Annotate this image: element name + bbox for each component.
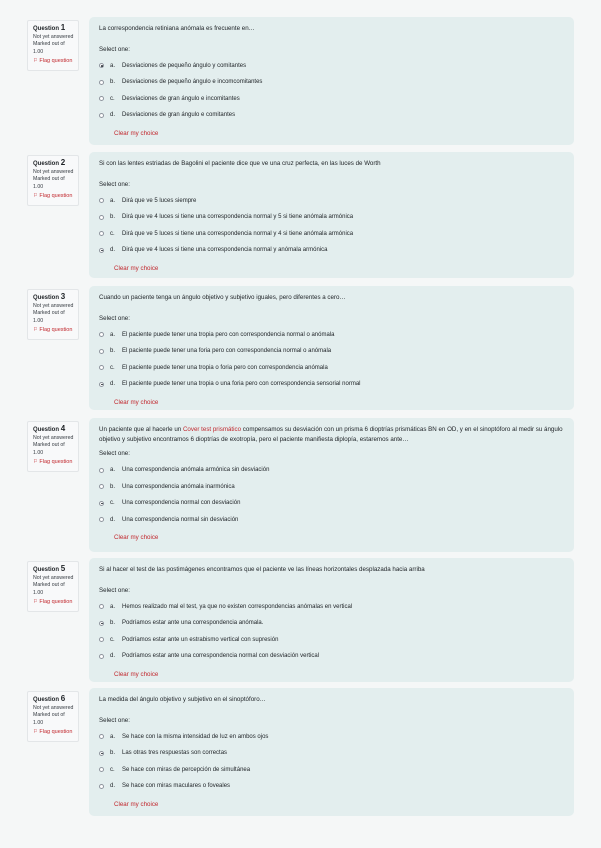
radio-button[interactable] [99, 215, 104, 220]
question-number: Question 1 [33, 23, 66, 32]
question-content [89, 418, 574, 552]
marks-value: 1.00 [33, 317, 44, 324]
flag-question-link[interactable]: ⚐ Flag question [33, 729, 73, 736]
flag-icon: ⚐ [33, 327, 38, 334]
radio-button[interactable] [99, 382, 104, 387]
marks-value: 1.00 [33, 719, 44, 726]
radio-button[interactable] [99, 248, 104, 253]
radio-button[interactable] [99, 751, 104, 756]
answer-option-d[interactable]: d. Dirá que ve 4 luces si tiene una correspondencia normal y anómala armónica [99, 242, 564, 259]
question-info [27, 421, 79, 472]
clear-my-choice-link[interactable]: Clear my choice [114, 264, 159, 272]
radio-button[interactable] [99, 784, 104, 789]
answer-option-b[interactable]: b. Dirá que ve 4 luces si tiene una correspondencia normal y 5 si tiene anómala armónica [99, 209, 564, 226]
marked-out-of: Marked out of [33, 712, 65, 719]
cover-test-link[interactable]: Cover test prismático [182, 426, 242, 433]
radio-button[interactable] [99, 96, 104, 101]
radio-button[interactable] [99, 63, 104, 68]
select-one-prompt: Select one: [99, 314, 130, 322]
flag-question-link[interactable]: ⚐ Flag question [33, 193, 73, 200]
answer-option-b[interactable]: b. Una correspondencia anómala inarmónica [99, 479, 564, 496]
clear-my-choice-link[interactable]: Clear my choice [114, 534, 159, 541]
radio-button[interactable] [99, 332, 104, 337]
question-content [89, 17, 574, 145]
answer-option-c[interactable]: c. Podríamos estar ante un estrabismo vertical con supresión [99, 632, 564, 649]
clear-my-choice-link[interactable]: Clear my choice [114, 129, 159, 137]
answer-option-c[interactable]: c. Se hace con miras de percepción de simultánea [99, 762, 564, 779]
answer-option-c[interactable]: c. Desviaciones de gran ángulo e incomitantes [99, 91, 564, 108]
answer-option-a[interactable]: a. Se hace con la misma intensidad de luz en ambos ojos [99, 729, 564, 746]
question-content [89, 152, 574, 278]
select-one-prompt: Select one: [99, 586, 130, 594]
flag-icon: ⚐ [33, 58, 38, 65]
question-content [89, 558, 574, 682]
radio-button[interactable] [99, 654, 104, 659]
question-info [27, 691, 79, 742]
radio-button[interactable] [99, 767, 104, 772]
radio-button[interactable] [99, 198, 104, 203]
radio-button[interactable] [99, 734, 104, 739]
question-number: Question 2 [33, 158, 66, 167]
select-one-prompt: Select one: [99, 450, 130, 457]
answer-option-d[interactable]: d. Podríamos estar ante una correspondencia normal con desviación vertical [99, 648, 564, 665]
answer-option-a[interactable]: a. Dirá que ve 5 luces siempre [99, 193, 564, 210]
answer-option-d[interactable]: d. Se hace con miras maculares o foveales [99, 778, 564, 795]
answer-option-c[interactable]: c. Dirá que ve 5 luces si tiene una correspondencia normal y 4 si tiene anómala armónica [99, 226, 564, 243]
radio-button[interactable] [99, 621, 104, 626]
answer-option-c[interactable]: c. Una correspondencia normal con desviación [99, 495, 564, 512]
answer-option-b[interactable]: b. Podríamos estar ante una correspondencia anómala. [99, 615, 564, 632]
answer-option-c[interactable]: c. El paciente puede tener una tropia o foria pero con correspondencia anómala [99, 360, 564, 377]
marked-out-of: Marked out of [33, 442, 65, 449]
marks-value: 1.00 [33, 449, 44, 456]
question-content [89, 688, 574, 816]
question-text: La medida del ángulo objetivo y subjetivo en el sinoptóforo… [99, 696, 266, 703]
answer-option-b[interactable]: b. Desviaciones de pequeño ángulo e incomcomitantes [99, 74, 564, 91]
marks-value: 1.00 [33, 48, 44, 55]
marked-out-of: Marked out of [33, 176, 65, 183]
status-text: Not yet answered [33, 168, 74, 175]
marked-out-of: Marked out of [33, 582, 65, 589]
answer-option-d[interactable]: d. El paciente puede tener una tropia o una foria pero con correspondencia sensorial normal [99, 376, 564, 393]
answer-option-a[interactable]: a. Desviaciones de pequeño ángulo y comitantes [99, 58, 564, 75]
flag-icon: ⚐ [33, 599, 38, 606]
clear-my-choice-link[interactable]: Clear my choice [114, 670, 159, 678]
radio-button[interactable] [99, 349, 104, 354]
select-one-prompt: Select one: [99, 180, 130, 188]
flag-question-link[interactable]: ⚐ Flag question [33, 599, 73, 606]
radio-button[interactable] [99, 501, 104, 506]
status-text: Not yet answered [33, 704, 74, 711]
question-text: Si al hacer el test de las postimágenes encontramos que el paciente ve las líneas horizontales desplazada hacia arriba [99, 566, 425, 573]
question-text: Un paciente que al hacerle un Cover test prismático compensamos su desviación con un prisma 6 dioptrías prismáticas BN en OD, y en el sinoptóforo al medir su ángulo objetivo y subjetivo encontramos 6 dioptrías de exotropía, pero el paciente manifiesta diplopía, estaremos ante… [99, 426, 563, 443]
answer-option-a[interactable]: a. Hemos realizado mal el test, ya que no existen correspondencias anómalas en vertical [99, 599, 564, 616]
status-text: Not yet answered [33, 574, 74, 581]
question-number: Question 4 [33, 424, 66, 433]
answer-option-d[interactable]: d. Una correspondencia normal sin desviación [99, 512, 564, 529]
marks-value: 1.00 [33, 183, 44, 190]
marked-out-of: Marked out of [33, 310, 65, 317]
question-text: Cuando un paciente tenga un ángulo objetivo y subjetivo iguales, pero diferentes a cero… [99, 294, 346, 301]
marked-out-of: Marked out of [33, 41, 65, 48]
radio-button[interactable] [99, 637, 104, 642]
question-info [27, 155, 79, 206]
radio-button[interactable] [99, 80, 104, 85]
flag-question-link[interactable]: ⚐ Flag question [33, 58, 73, 65]
radio-button[interactable] [99, 365, 104, 370]
answer-option-d[interactable]: d. Desviaciones de gran ángulo e comitantes [99, 107, 564, 124]
radio-button[interactable] [99, 604, 104, 609]
flag-icon: ⚐ [33, 729, 38, 736]
flag-icon: ⚐ [33, 459, 38, 466]
question-content [89, 286, 574, 410]
answer-option-b[interactable]: b. Las otras tres respuestas son correctas [99, 745, 564, 762]
status-text: Not yet answered [33, 434, 74, 441]
question-info [27, 561, 79, 612]
question-info [27, 289, 79, 340]
radio-button[interactable] [99, 468, 104, 473]
status-text: Not yet answered [33, 33, 74, 40]
question-number: Question 6 [33, 694, 66, 703]
flag-question-link[interactable]: ⚐ Flag question [33, 459, 73, 466]
marks-value: 1.00 [33, 589, 44, 596]
radio-button[interactable] [99, 484, 104, 489]
question-text: La correspondencia retiniana anómala es frecuente en… [99, 25, 255, 32]
radio-button[interactable] [99, 231, 104, 236]
answer-option-a[interactable]: a. Una correspondencia anómala armónica sin desviación [99, 462, 564, 479]
answer-option-a[interactable]: a. El paciente puede tener una tropia pero con correspondencia normal o anómala [99, 327, 564, 344]
question-number: Question 3 [33, 292, 66, 301]
question-text: Si con las lentes estriadas de Bagolini el paciente dice que ve una cruz perfecta, en las luces de Worth [99, 160, 381, 167]
select-one-prompt: Select one: [99, 45, 130, 53]
flag-icon: ⚐ [33, 193, 38, 200]
question-number: Question 5 [33, 564, 66, 573]
question-info [27, 20, 79, 71]
select-one-prompt: Select one: [99, 716, 130, 724]
clear-my-choice-link[interactable]: Clear my choice [114, 398, 159, 406]
status-text: Not yet answered [33, 302, 74, 309]
answer-option-b[interactable]: b. El paciente puede tener una foria pero con correspondencia normal o anómala [99, 343, 564, 360]
radio-button[interactable] [99, 113, 104, 118]
radio-button[interactable] [99, 517, 104, 522]
clear-my-choice-link[interactable]: Clear my choice [114, 800, 159, 808]
flag-question-link[interactable]: ⚐ Flag question [33, 327, 73, 334]
